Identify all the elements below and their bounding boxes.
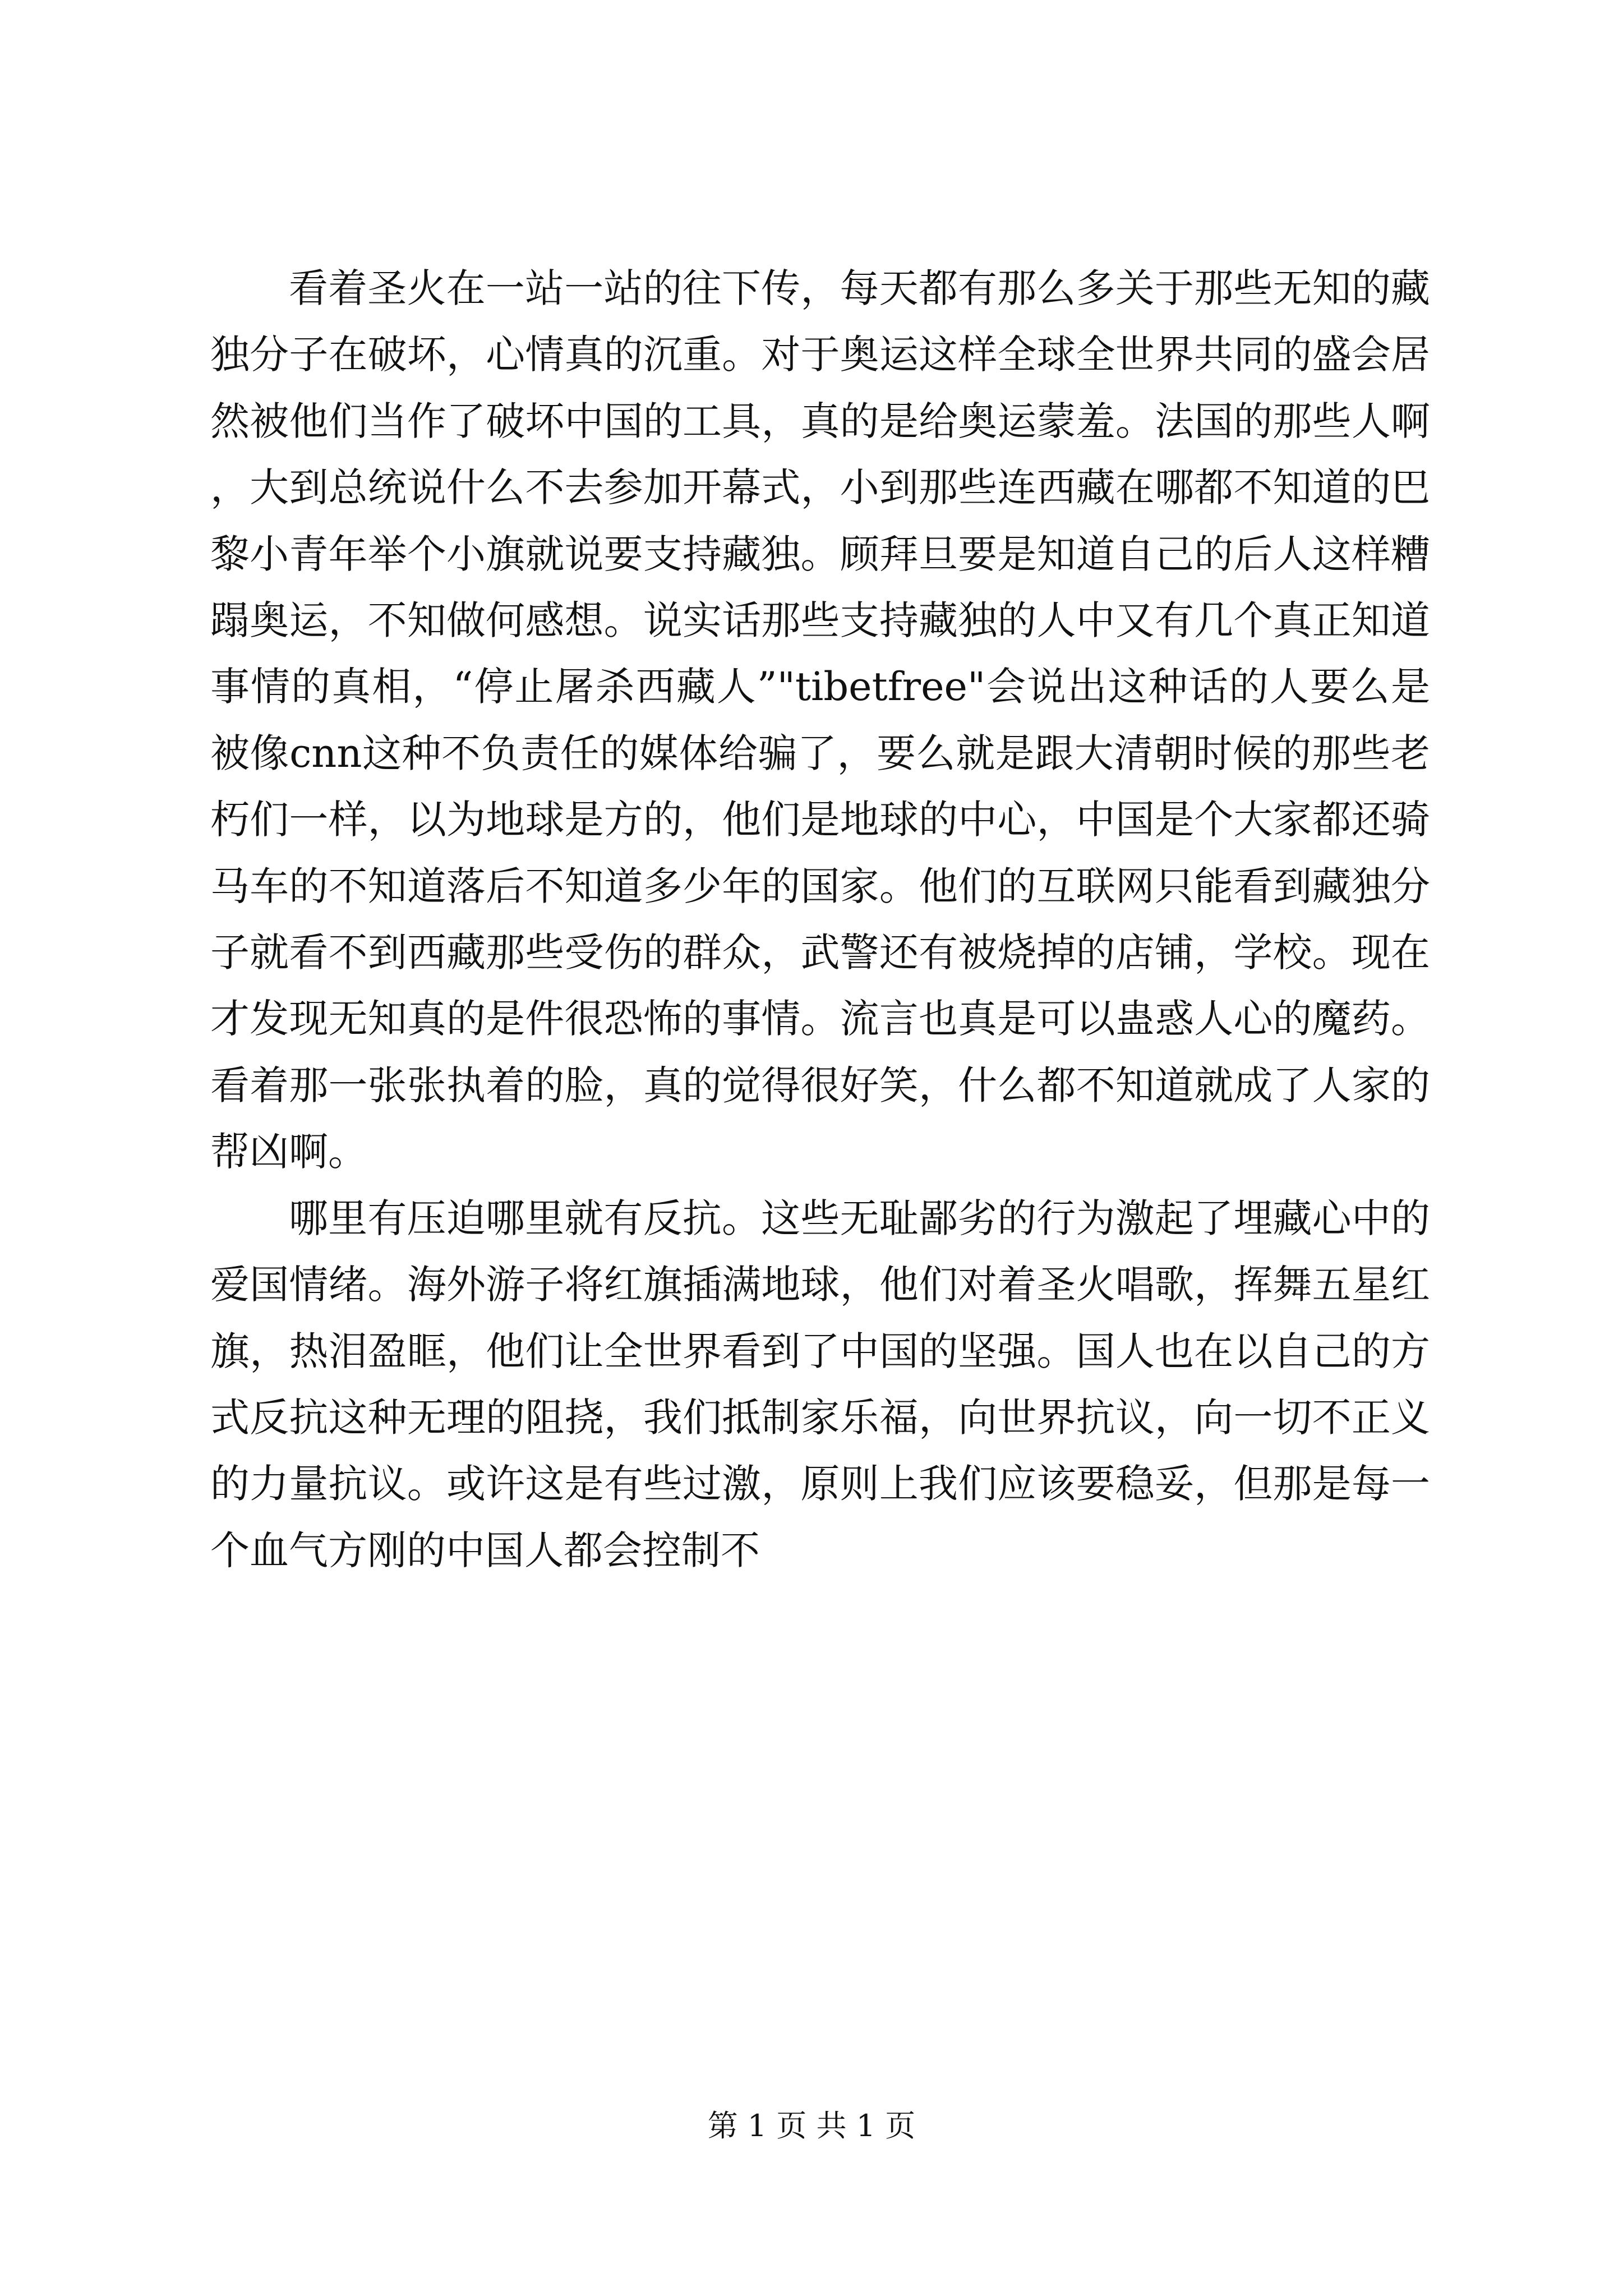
page-number-footer: 第 1 页 共 1 页 — [707, 2108, 916, 2143]
paragraph-1: 看着圣火在一站一站的往下传，每天都有那么多关于那些无知的藏独分子在破坏，心情真的沉重。对于奥运这样全球全世界共同的盛会居然被他们当作了破坏中国的工具，真的是给奥运蒙羞。法国的那些人啊，大到总统说什么不去参加开幕式，小到那些连西藏在哪都不知道的巴黎小青年举个小旗就说要支持藏独。顾拜旦要是知道自己的后人这样糟蹋奥运，不知做何感想。说实话那些支持藏独的人中又有几个真正知道事情的真相，“停止屠杀西藏人”"tibetfree"会说出这种话的人要么是被像cnn这种不负责任的媒体给骗了，要么就是跟大清朝时候的那些老朽们一样，以为地球是方的，他们是地球的中心，中国是个大家都还骑马车的不知道落后不知道多少年的国家。他们的互联网只能看到藏独分子就看不到西藏那些受伤的群众，武警还有被烧掉的店铺，学校。现在才发现无知真的是件很恐怖的事情。流言也真是可以蛊惑人心的魔药。看着那一张张执着的脸，真的觉得很好笑，什么都不知道就成了人家的帮凶啊。 — [210, 265, 1430, 1175]
paragraph-2: 哪里有压迫哪里就有反抗。这些无耻鄙劣的行为激起了埋藏心中的爱国情绪。海外游子将红旗插满地球，他们对着圣火唱歌，挥舞五星红旗，热泪盈眶，他们让全世界看到了中国的坚强。国人也在以自己的方式反抗这种无理的阻挠，我们抵制家乐福，向世界抗议，向一切不正义的力量抗议。或许这是有些过激，原则上我们应该要稳妥，但那是每一个血气方刚的中国人都会控制不 — [210, 1195, 1430, 1573]
document-body — [210, 255, 1430, 1584]
